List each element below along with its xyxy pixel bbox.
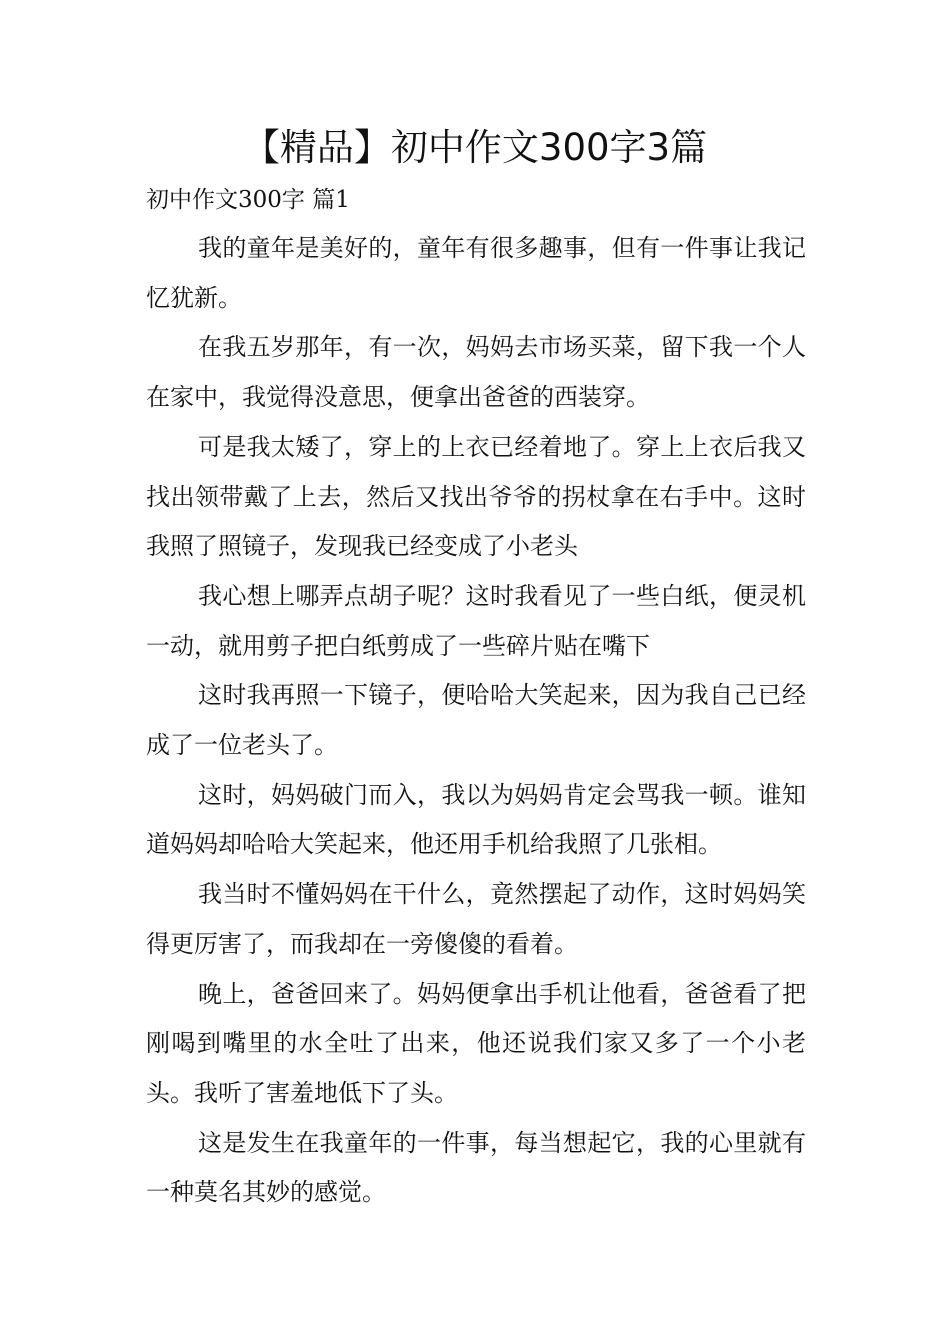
paragraph: 这是发生在我童年的一件事，每当想起它，我的心里就有一种莫名其妙的感觉。 bbox=[146, 1128, 806, 1207]
document-title: 【精品】初中作文300字3篇 bbox=[242, 126, 708, 169]
essay-body bbox=[146, 224, 806, 1218]
paragraph: 我心想上哪弄点胡子呢？这时我看见了一些白纸，便灵机一动，就用剪子把白纸剪成了一些碎片贴在嘴下 bbox=[146, 581, 806, 660]
paragraph: 这时我再照一下镜子，便哈哈大笑起来，因为我自己已经成了一位老头了。 bbox=[146, 681, 806, 760]
paragraph: 晚上，爸爸回来了。妈妈便拿出手机让他看，爸爸看了把刚喝到嘴里的水全吐了出来，他还说我们家又多了一个小老头。我听了害羞地低下了头。 bbox=[146, 979, 806, 1107]
paragraph: 我当时不懂妈妈在干什么，竟然摆起了动作，这时妈妈笑得更厉害了，而我却在一旁傻傻的看着。 bbox=[146, 880, 806, 958]
paragraph: 可是我太矮了，穿上的上衣已经着地了。穿上上衣后我又找出领带戴了上去，然后又找出爷爷的拐杖拿在右手中。这时我照了照镜子，发现我已经变成了小老头 bbox=[146, 432, 806, 561]
paragraph: 我的童年是美好的，童年有很多趣事，但有一件事让我记忆犹新。 bbox=[146, 234, 806, 312]
paragraph: 在我五岁那年，有一次，妈妈去市场买菜，留下我一个人在家中，我觉得没意思，便拿出爸爸的西装穿。 bbox=[146, 333, 806, 412]
section-heading: 初中作文300字 篇1 bbox=[146, 187, 350, 213]
paragraph: 这时，妈妈破门而入，我以为妈妈肯定会骂我一顿。谁知道妈妈却哈哈大笑起来，他还用手机给我照了几张相。 bbox=[146, 780, 806, 859]
